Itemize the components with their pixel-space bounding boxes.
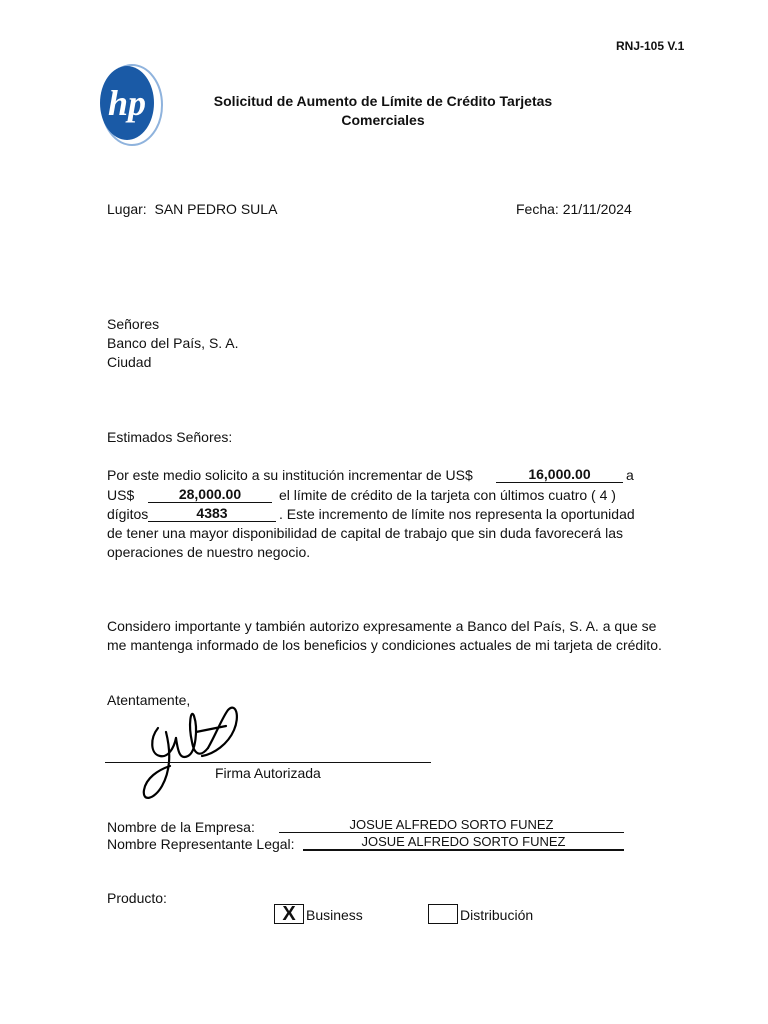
recipient-line-2: Banco del País, S. A.: [107, 335, 239, 351]
company-value: JOSUE ALFREDO SORTO FUNEZ: [279, 817, 624, 833]
legal-rep-value: JOSUE ALFREDO SORTO FUNEZ: [303, 834, 624, 851]
distribucion-checkbox[interactable]: [428, 904, 458, 924]
date-value: 21/11/2024: [562, 201, 632, 217]
greeting: Estimados Señores:: [107, 429, 233, 445]
business-checkbox[interactable]: [274, 904, 304, 924]
current-limit-value: 16,000.00: [496, 466, 623, 483]
place-label: Lugar:: [107, 201, 147, 217]
legal-rep-label: Nombre Representante Legal:: [107, 836, 295, 852]
consent-line-2: me mantenga informado de los beneficios y condiciones actuales de mi tarjeta de crédito.: [107, 637, 662, 653]
date-label: Fecha:: [516, 201, 559, 217]
place-value: SAN PEDRO SULA: [154, 201, 278, 217]
recipient-line-3: Ciudad: [107, 354, 152, 370]
new-limit-value: 28,000.00: [148, 486, 272, 503]
check-x-icon: X: [282, 903, 296, 925]
title-line-1: Solicitud de Aumento de Límite de Crédito Tarjetas: [213, 93, 553, 109]
distribucion-option-label: Distribución: [460, 907, 534, 923]
place-field: [107, 200, 277, 218]
closing: Atentamente,: [107, 692, 191, 708]
signature-line: [105, 762, 431, 763]
page-title: [200, 92, 566, 130]
hp-logo-text: hp: [107, 83, 147, 123]
form-code: RNJ-105 V.1: [616, 39, 685, 53]
consent-line-1: Considero importante y también autorizo expresamente a Banco del País, S. A. a que se: [107, 618, 657, 634]
recipient-line-1: Señores: [107, 316, 160, 332]
request-text-4: el límite de crédito de la tarjeta con últimos cuatro ( 4 ): [279, 487, 616, 503]
request-text-3: US$: [107, 487, 135, 503]
company-label: Nombre de la Empresa:: [107, 819, 255, 835]
handwritten-signature: [136, 698, 246, 804]
date-field: [516, 200, 632, 218]
request-text-8: operaciones de nuestro negocio.: [107, 544, 311, 560]
request-text-5: dígitos: [107, 506, 149, 522]
last-digits-value: 4383: [148, 505, 276, 522]
request-text-7: de tener una mayor disponibilidad de capital de trabajo que sin duda favorecerá las: [107, 525, 624, 541]
hp-logo: [96, 62, 168, 148]
product-label: Producto:: [107, 890, 167, 906]
request-text-2: a: [626, 467, 634, 483]
request-text-6: . Este incremento de límite nos representa la oportunidad: [279, 506, 635, 522]
signature-label: Firma Autorizada: [215, 765, 321, 781]
request-text-1: Por este medio solicito a su institución incrementar de US$: [107, 467, 473, 483]
business-option-label: Business: [306, 907, 363, 923]
title-line-2: Comerciales: [341, 112, 425, 128]
